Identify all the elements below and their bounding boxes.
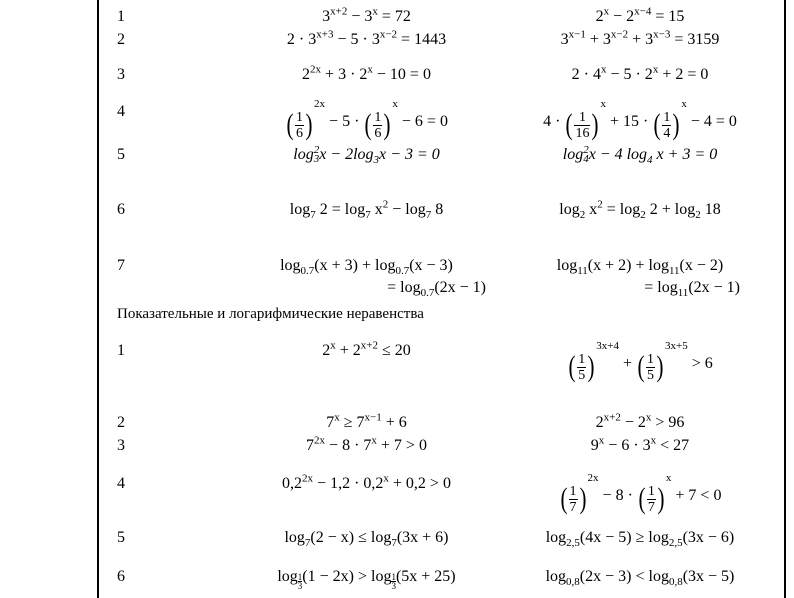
row-number: 4 <box>117 103 125 120</box>
row-number: 6 <box>117 568 125 585</box>
inequality-5a: $\log_7(2 - x) \le \log_7(3x + 6)$ <box>284 529 449 550</box>
row-number: 1 <box>117 342 125 359</box>
inequality-4b: ( $\frac{1}{7}$ )$^{2x}$ − 8 · ( $\frac{1}{7}$ )$^x$ + 7 < 0 <box>560 472 722 516</box>
row-number: 5 <box>117 146 125 163</box>
inequality-4a: $0,2^{2x} - 1,2 \cdot 0,2^x + 0,2 > 0$ <box>282 472 451 492</box>
equation-7a-line1: $\log_{0.7}(x + 3) + \log_{0.7}(x - 3)$ <box>280 257 453 278</box>
row-number: 6 <box>117 201 125 218</box>
section-heading: Показательные и логарифмические неравенства <box>117 306 424 322</box>
equation-1a: $3^{x+2} - 3^x = 72$ <box>322 5 411 25</box>
inequality-1b: ( $\frac{1}{5}$ )$^{3x+4}$ + ( $\frac{1}{5}$ )$^{3x+5}$ > 6 <box>568 340 713 384</box>
equation-7b-line2: = $\log_{11}(2x - 1)$ <box>644 279 740 300</box>
row-number: 2 <box>117 414 125 431</box>
inequality-3b: $9^x - 6 \cdot 3^x < 27$ <box>590 434 690 454</box>
inequality-3a: $7^{2x} - 8 \cdot 7^x + 7 > 0$ <box>306 434 427 454</box>
inequality-2b: $2^{x+2} - 2^x > 96$ <box>595 411 685 431</box>
equation-6b: $\log_2 x^2 = \log_2 2 + \log_2 18$ <box>559 198 721 222</box>
inequality-5b: $\log_{2,5}(4x - 5) \ge \log_{2,5}(3x - 6)$ <box>545 529 735 550</box>
equation-2b: $3^{x-1} + 3^{x-2} + 3^{x-3} = 3159$ <box>560 28 720 48</box>
row-number: 7 <box>117 257 125 274</box>
equation-1b: $2^x - 2^{x-4} = 15$ <box>595 5 685 25</box>
equation-4a: ( $\frac{1}{6}$ )$^{2x}$ − 5 · ( $\frac{1}{6}$ )$^x$ − 6 = 0 <box>286 98 448 142</box>
equation-3a: $2^{2x} + 3 \cdot 2^x - 10 = 0$ <box>302 63 431 83</box>
inequality-1a: $2^x + 2^{x+2} \le 20$ <box>322 339 411 359</box>
right-border-line <box>784 0 786 598</box>
row-number: 5 <box>117 529 125 546</box>
equation-7a-line2: = $\log_{0.7}(2x - 1)$ <box>387 279 486 300</box>
equation-2a: $2 \cdot 3^{x+3} - 5 \cdot 3^{x-2} = 1443$ <box>286 28 447 48</box>
inequality-6b: $\log_{0,8}(2x - 3) < \log_{0,8}(3x - 5)$ <box>545 568 735 589</box>
equation-5a: log 2 3 $x - 2\log_3x - 3 = 0$ <box>293 144 440 167</box>
equation-4b: 4 · ( $\frac{1}{16}$ )$^x$ + 15 · ( $\frac{1}{4}$ )$^x$ − 4 = 0 <box>543 98 737 142</box>
row-number: 3 <box>117 66 125 83</box>
row-number: 1 <box>117 8 125 25</box>
equation-7b-line1: $\log_{11}(x + 2) + \log_{11}(x - 2)$ <box>556 257 724 278</box>
inequality-2a: $7^x \ge 7^{x-1} + 6$ <box>326 411 407 431</box>
row-number: 2 <box>117 31 125 48</box>
left-border-line <box>97 0 99 598</box>
inequality-6a: log $\frac{1}{3}$ (1 − 2x) > log $\frac{1}{3}$ (5x + 25) <box>277 568 456 591</box>
equation-6a: $\log_7 2 = \log_7 x^2 - \log_7 8$ <box>289 198 444 222</box>
row-number: 3 <box>117 437 125 454</box>
row-number: 4 <box>117 475 125 492</box>
equation-5b: log 2 4 x − 4 $\log_4 x + 3 = 0$ <box>562 144 718 167</box>
equation-3b: $2 \cdot 4^x - 5 \cdot 2^x + 2 = 0$ <box>571 63 709 83</box>
